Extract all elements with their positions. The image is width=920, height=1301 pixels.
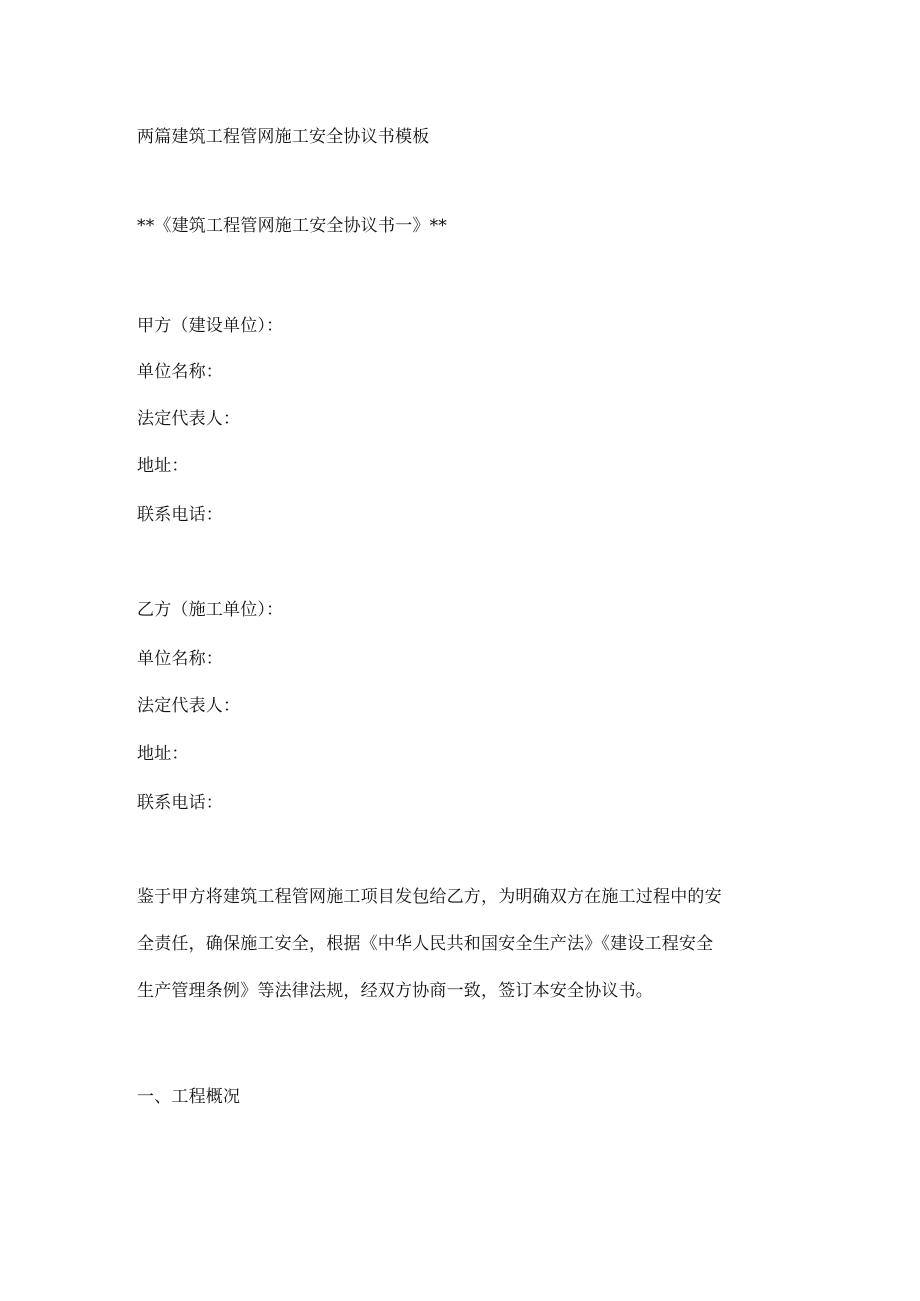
preamble-line-3: 生产管理条例》等法律法规，经双方协商一致，签订本安全协议书。 — [137, 981, 653, 1001]
agreement-subtitle: **《建筑工程管网施工安全协议书一》** — [137, 216, 447, 236]
preamble-line-1: 鉴于甲方将建筑工程管网施工项目发包给乙方，为明确双方在施工过程中的安 — [137, 887, 722, 907]
document-title: 两篇建筑工程管网施工安全协议书模板 — [137, 127, 430, 147]
party-b-name-label: 单位名称： — [137, 649, 223, 669]
preamble-paragraph — [137, 885, 783, 1026]
party-b-phone-label: 联系电话： — [137, 793, 223, 813]
party-a-heading: 甲方（建设单位）： — [137, 316, 284, 336]
party-a-name-label: 单位名称： — [137, 362, 223, 382]
party-b-address-label: 地址： — [137, 744, 189, 764]
party-a-rep-label: 法定代表人： — [137, 409, 241, 429]
party-a-phone-label: 联系电话： — [137, 505, 223, 525]
preamble-line-2: 全责任，确保施工安全，根据《中华人民共和国安全生产法》《建设工程安全 — [137, 934, 714, 954]
section-1-heading: 一、工程概况 — [137, 1087, 241, 1107]
party-b-rep-label: 法定代表人： — [137, 696, 241, 716]
party-a-address-label: 地址： — [137, 456, 189, 476]
party-b-heading: 乙方（施工单位）： — [137, 600, 284, 620]
